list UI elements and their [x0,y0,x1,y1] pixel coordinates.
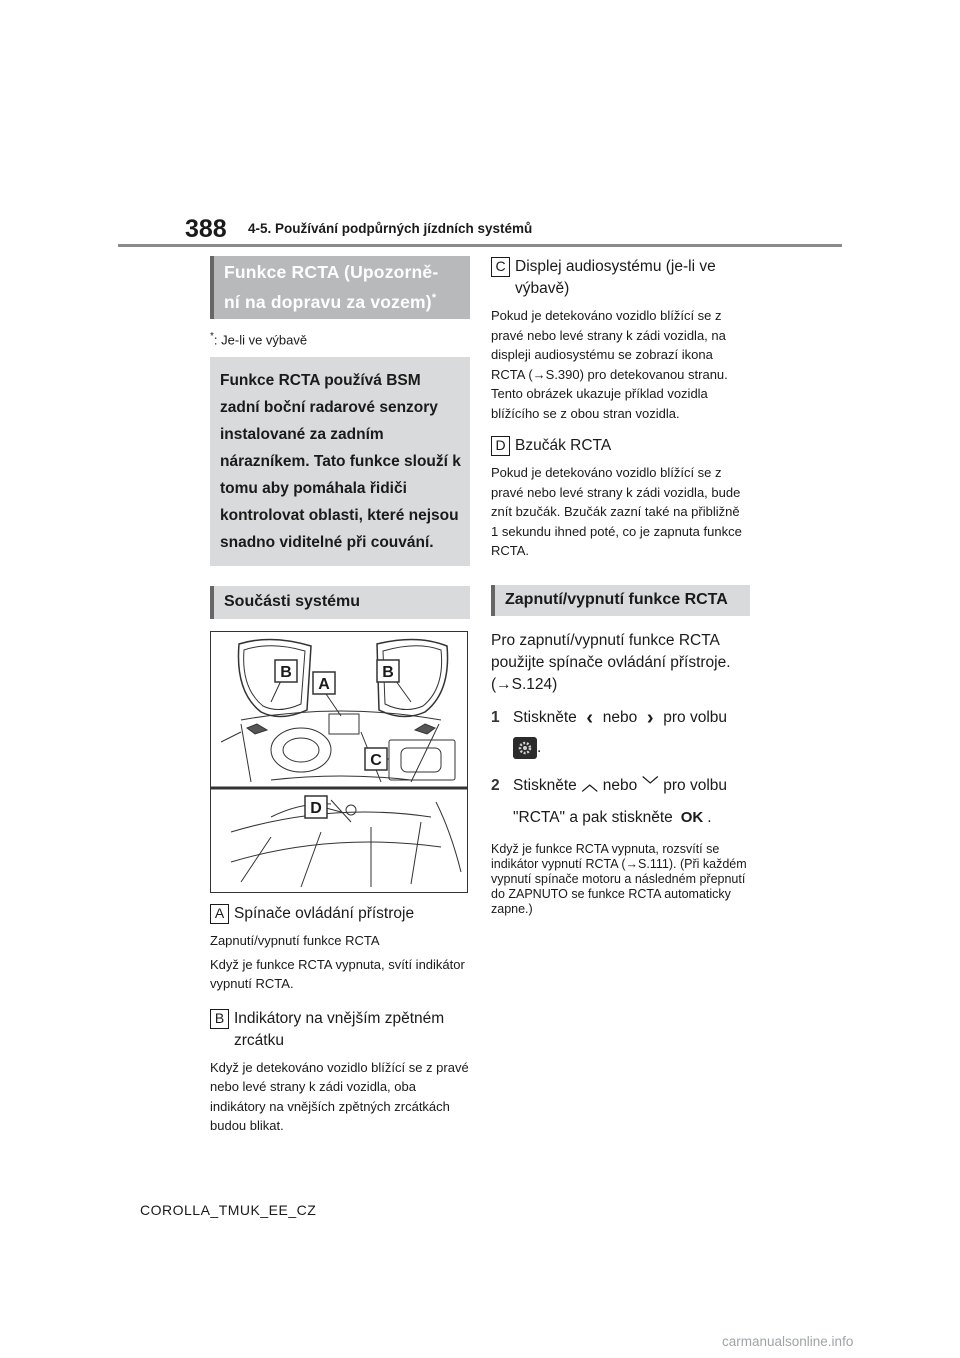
footnote-text: : Je-li ve výbavě [213,332,308,348]
item-b-title: Indikátory na vnějším zpětném zrcátku [234,1009,445,1049]
figure-label-a: A [318,676,330,694]
intro-box: Funkce RCTA používá BSM zadní boční radarové senzory instalované za zadním nárazníkem. Tato funkce slouží k tomu aby pomáhala řidiči kontrolovat oblasti, které nejsou snadno viditelné při couvání. [210,357,470,566]
item-c-body: Pokud je detekováno vozidlo blížící se z pravé nebo levé strany k zádi vozidla, na displeji audiosystému se zobrazí ikona RCTA (→S.390) pro detekovanou stranu. Tento obrázek ukazuje příklad vozidla blížícího se z obou stran vozidla. [491,308,728,421]
step-1-line2 [513,736,750,760]
item-c-head [491,256,750,300]
gear-icon-svg [513,737,537,759]
ok-button-label: OK [680,808,704,826]
item-a-body2: Když je funkce RCTA vypnuta, svítí indikátor vypnutí RCTA. [210,956,465,992]
document-id: COROLLA_TMUK_EE_CZ [140,1202,317,1218]
figure-label-b-right: B [382,664,394,682]
chapter-title: 4-5. Používání podpůrných jízdních systémů [248,221,533,236]
step-1-end: . [537,738,542,756]
chevron-down-icon: ﹀ [642,776,659,794]
item-d-letter: D [491,436,510,456]
item-b-letter: B [210,1009,229,1029]
footnote [210,331,470,347]
item-a-letter: A [210,904,229,924]
item-c-title: Displej audiosystému (je-li ve výbavě) [515,258,716,297]
rcta-title-line1: Funkce RCTA (Upozorně- [224,262,439,282]
figure-label-c: C [370,752,382,770]
step-2-post: pro volbu [663,776,728,794]
figure-label-b-left: B [280,664,292,682]
item-d-body: Pokud je detekováno vozidlo blížící se z pravé nebo levé strany k zádi vozidla, bude znít bzučák. Bzučák zazní také na přibližně 1 sekundu ihned poté, co je zapnuta funkce RCTA. [491,465,742,558]
gear-icon [513,737,537,759]
chevron-left-icon: ‹ [586,706,594,729]
header-rule [118,244,842,247]
right-column [491,256,750,917]
left-column [210,256,470,1136]
step-1-pre: Stiskněte [513,708,577,726]
item-b-body: Když je detekováno vozidlo blížící se z pravé nebo levé strany k zádi vozidla, oba indikátory na vnějších zpětných zrcátkách budou blikat. [210,1059,469,1134]
step-2-pre: Stiskněte [513,776,577,794]
step-2-line2 [513,806,750,830]
step-1 [491,706,750,730]
item-d-head [491,435,750,457]
step-2-number: 2 [491,776,500,794]
chevron-right-icon: › [646,706,654,729]
step-2-mid: nebo [602,776,638,794]
step-2-line2-end: . [707,808,712,826]
item-b-head [210,1008,470,1052]
rcta-title-mark: * [431,292,437,304]
item-a-head [210,903,470,925]
rcta-title [210,256,470,319]
section-title-components: Součásti systému [210,586,470,619]
watermark: carmanualsonline.info [722,1334,854,1349]
item-a-body1: Zapnutí/vypnutí funkce RCTA [210,933,380,949]
step-2 [491,774,750,798]
item-d-title: Bzučák RCTA [515,437,612,454]
rcta-title-line2-wrap [224,285,470,315]
system-illustration [211,632,468,893]
section-title-onoff: Zapnutí/vypnutí funkce RCTA [491,585,750,616]
step-1-mid: nebo [602,708,638,726]
onoff-paragraph: Pro zapnutí/vypnutí funkce RCTA použijte spínače ovládání přístroje. (→S.124) [491,631,731,693]
system-figure [210,631,468,893]
figure-label-d: D [310,800,322,818]
onoff-note: Když je funkce RCTA vypnuta, rozsvítí se indikátor vypnutí RCTA (→S.111). (Při každém vypnutí spínače motoru a následném přepnutí do ZAPNUTO se funkce RCTA automaticky zapne.) [491,841,747,916]
item-a-body [210,931,470,994]
chevron-up-icon: ︿ [581,776,598,794]
page-number: 388 [185,215,227,243]
footnote-mark: * [210,330,214,342]
step-1-number: 1 [491,708,500,726]
rcta-title-line2: ní na dopravu za vozem) [224,291,432,312]
step-2-line2-pre: "RCTA" a pak stiskněte [513,808,673,826]
item-a-title: Spínače ovládání přístroje [234,905,415,923]
item-c-letter: C [491,257,510,277]
step-1-post: pro volbu [663,708,728,726]
